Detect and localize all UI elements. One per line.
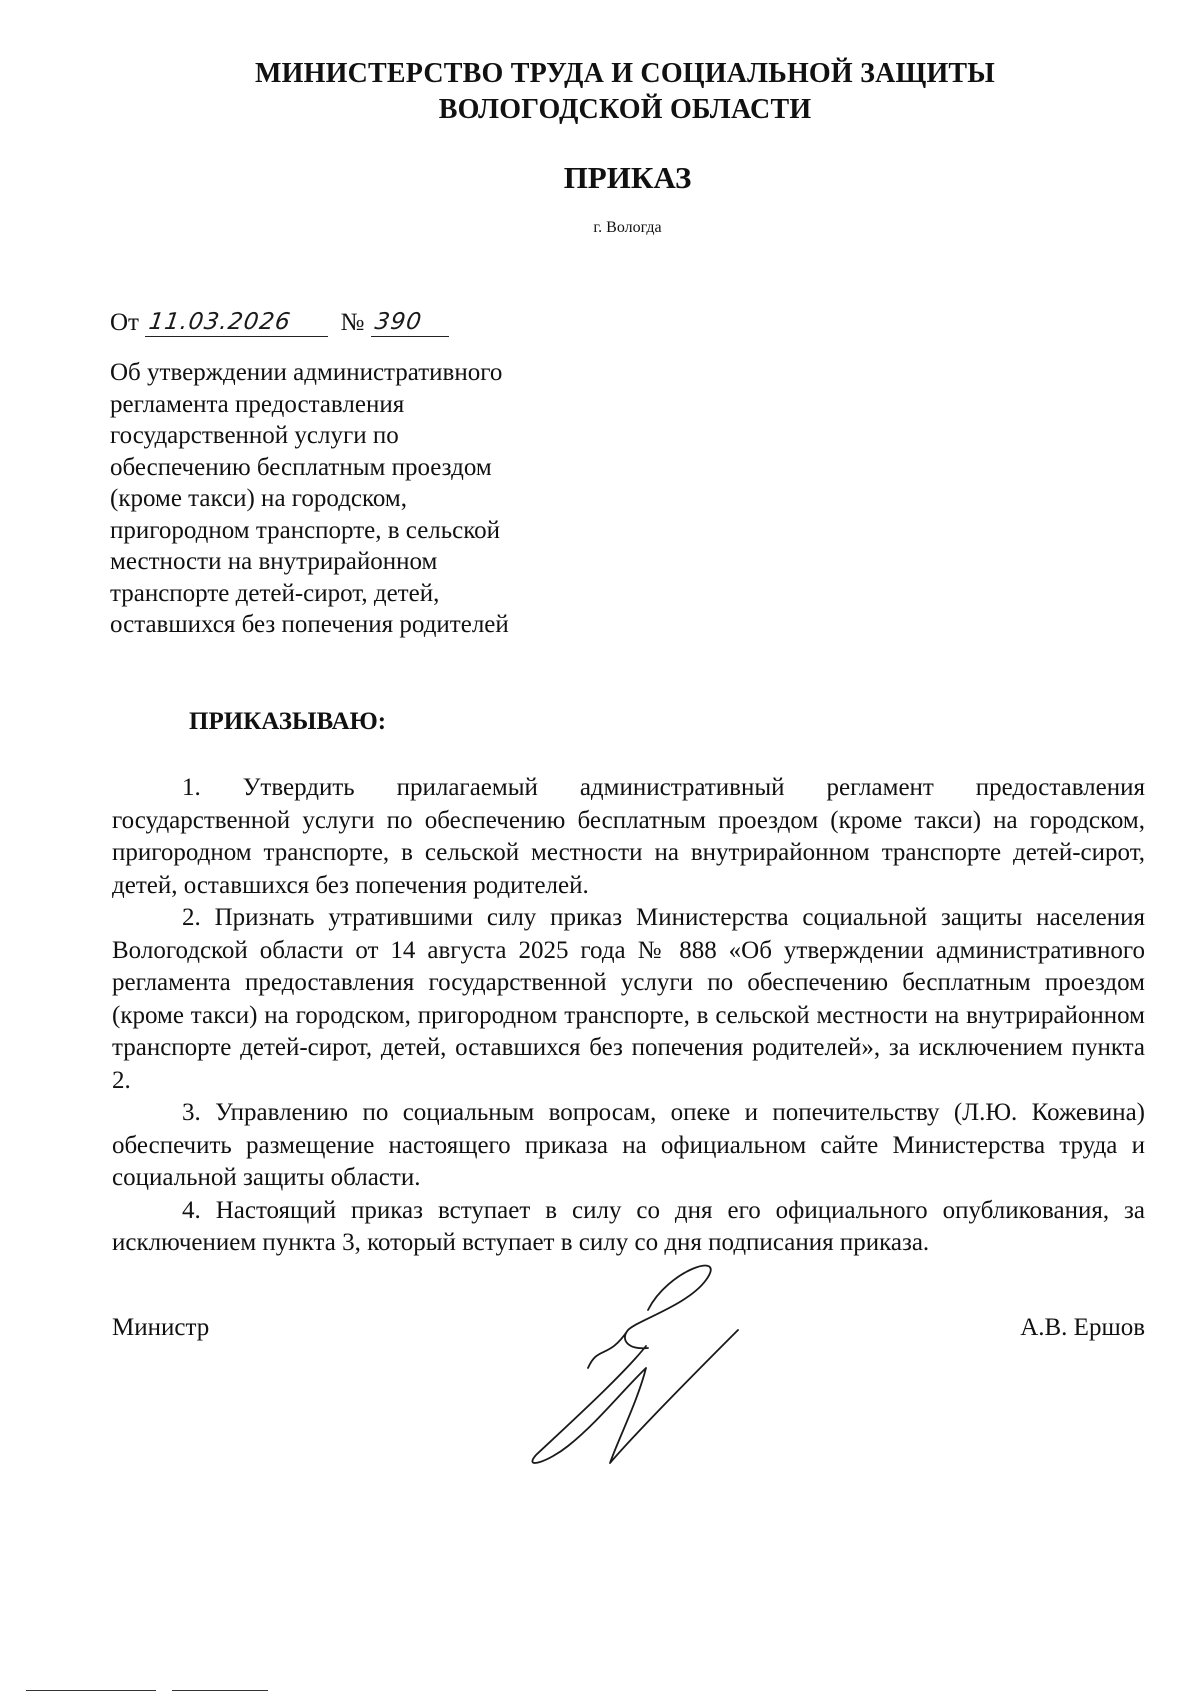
subject-line: Об утверждении административного xyxy=(110,359,503,386)
date-blank xyxy=(145,306,328,337)
order-paragraph-3: 3. Управлению по социальным вопросам, опеке и попечительству (Л.Ю. Кожевина) обеспечить размещение настоящего приказа на официальном сайте Министерства труда и социальной защиты области. xyxy=(112,1099,1145,1191)
order-directive-heading: ПРИКАЗЫВАЮ: xyxy=(189,708,387,735)
footer-rule-right xyxy=(172,1690,268,1691)
handwritten-number: 390 xyxy=(372,309,424,335)
signatory-name: А.В. Ершов xyxy=(1020,1314,1145,1341)
date-label: От xyxy=(110,309,139,336)
subject-line: транспорте детей-сирот, детей, xyxy=(110,579,440,607)
order-body xyxy=(112,772,1145,1260)
number-blank xyxy=(371,306,449,337)
subject-line: местности на внутрирайонном xyxy=(110,548,438,575)
order-paragraph-2: 2. Признать утратившими силу приказ Министерства социальной защиты населения Вологодской области от 14 августа 2025 года № 888 «Об утверждении административного регламента предоставления государственной услуги по обеспечению бесплатным проездом (кроме такси) на городском, пригородном транспорте, в сельской местности на внутрирайонном транспорте детей-сирот, детей, оставшихся без попечения родителей», за исключением пункта 2. xyxy=(112,904,1145,1094)
city-label: г. Вологда xyxy=(593,219,662,236)
signature-stroke xyxy=(532,1266,738,1463)
organization-header xyxy=(0,56,1200,128)
handwritten-signature xyxy=(528,1250,788,1510)
subject-line: (кроме такси) на городском, xyxy=(110,485,407,512)
signatory-title: Министр xyxy=(112,1314,210,1341)
org-line-2: ВОЛОГОДСКОЙ ОБЛАСТИ xyxy=(438,94,812,125)
order-paragraph-1: 1. Утвердить прилагаемый административный регламент предоставления государственной услуги по обеспечению бесплатным проездом (кроме такси) на городском, пригородном транспорте, в сельской местности на внутрирайонном транспорте детей-сирот, детей, оставшихся без попечения родителей. xyxy=(112,774,1145,899)
order-subject xyxy=(110,357,580,641)
subject-line: государственной услуги по xyxy=(110,422,399,449)
document-type-title: ПРИКАЗ xyxy=(563,160,692,195)
subject-line: оставшихся без попечения родителей xyxy=(110,611,509,638)
subject-line: пригородном транспорте, в сельской xyxy=(110,516,501,544)
footer-rule-left xyxy=(26,1690,156,1691)
handwritten-date: 11.03.2026 xyxy=(147,309,293,335)
subject-line: обеспечению бесплатным проездом xyxy=(110,453,492,481)
order-date-number-line xyxy=(110,306,449,337)
org-line-1: МИНИСТЕРСТВО ТРУДА И СОЦИАЛЬНОЙ ЗАЩИТЫ xyxy=(255,58,995,89)
number-label: № xyxy=(340,309,365,336)
order-paragraph-4: 4. Настоящий приказ вступает в силу со дня его официального опубликования, за исключением пункта 3, который вступает в силу со дня подписания приказа. xyxy=(112,1196,1145,1256)
subject-line: регламента предоставления xyxy=(110,390,405,418)
